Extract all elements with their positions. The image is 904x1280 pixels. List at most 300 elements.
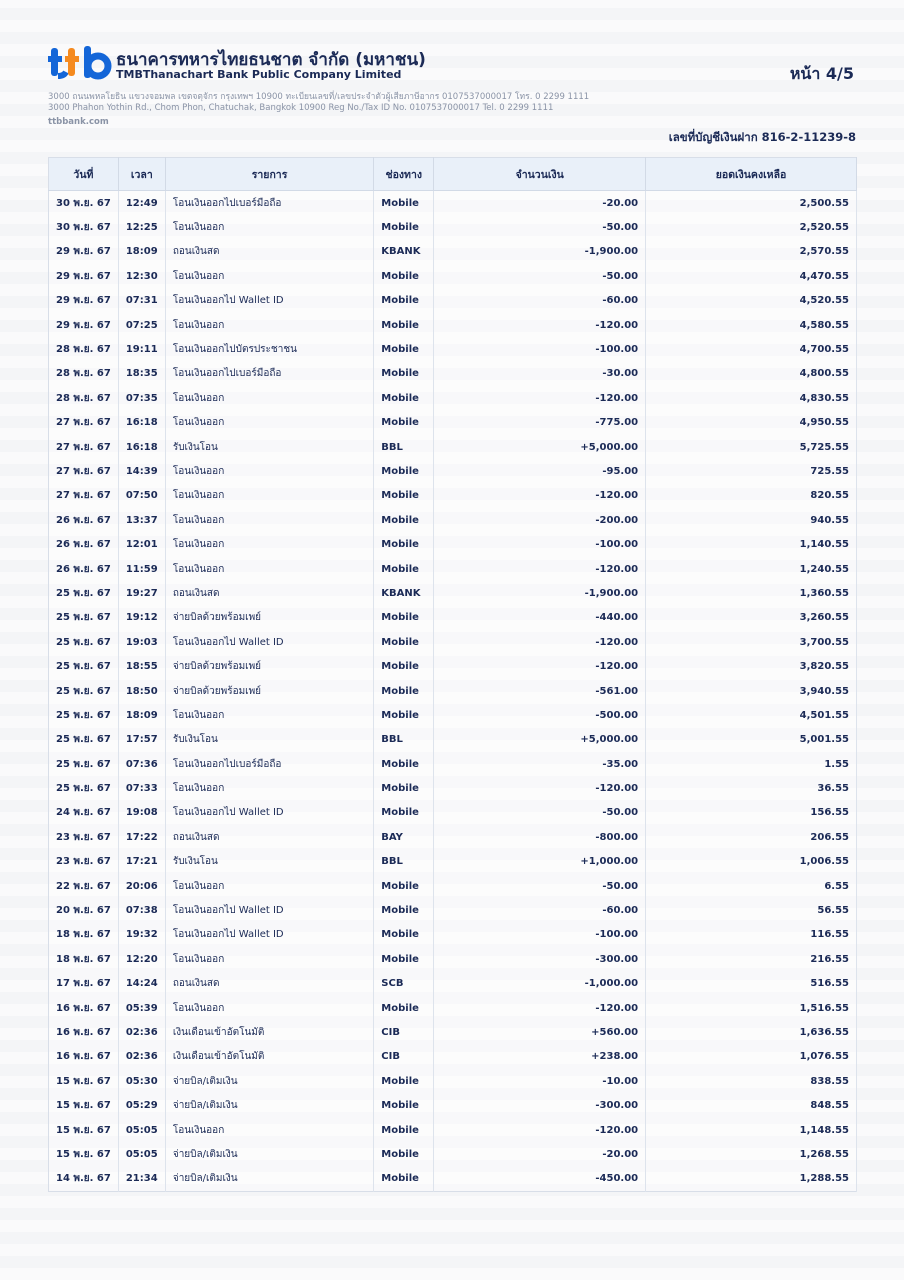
table-row	[49, 972, 857, 996]
cell-balance: 116.55	[646, 923, 857, 947]
cell-date: 17 พ.ย. 67	[49, 972, 119, 996]
cell-balance: 1.55	[646, 752, 857, 776]
ttb-logo	[48, 46, 112, 80]
cell-description: ถอนเงินสด	[165, 972, 373, 996]
cell-time: 02:36	[118, 1020, 165, 1044]
table-row	[49, 1142, 857, 1166]
cell-balance: 216.55	[646, 947, 857, 971]
cell-date: 27 พ.ย. 67	[49, 411, 119, 435]
cell-amount: -120.00	[434, 313, 646, 337]
table-row	[49, 874, 857, 898]
cell-time: 18:50	[118, 679, 165, 703]
cell-channel: Mobile	[374, 1142, 434, 1166]
cell-description: โอนเงินออก	[165, 264, 373, 288]
cell-balance: 838.55	[646, 1069, 857, 1093]
cell-channel: KBANK	[374, 581, 434, 605]
table-row	[49, 1118, 857, 1142]
cell-time: 07:35	[118, 386, 165, 410]
cell-date: 15 พ.ย. 67	[49, 1093, 119, 1117]
cell-date: 26 พ.ย. 67	[49, 557, 119, 581]
table-row	[49, 1167, 857, 1192]
cell-description: โอนเงินออกไป Wallet ID	[165, 630, 373, 654]
cell-date: 23 พ.ย. 67	[49, 825, 119, 849]
cell-date: 29 พ.ย. 67	[49, 313, 119, 337]
cell-time: 12:25	[118, 215, 165, 239]
cell-time: 19:32	[118, 923, 165, 947]
cell-channel: BBL	[374, 435, 434, 459]
cell-time: 17:22	[118, 825, 165, 849]
cell-description: โอนเงินออกไปเบอร์มือถือ	[165, 191, 373, 216]
cell-amount: -35.00	[434, 752, 646, 776]
cell-time: 19:08	[118, 801, 165, 825]
cell-description: เงินเดือนเข้าอัตโนมัติ	[165, 1020, 373, 1044]
table-row	[49, 484, 857, 508]
cell-time: 17:21	[118, 850, 165, 874]
cell-amount: -120.00	[434, 630, 646, 654]
cell-time: 02:36	[118, 1045, 165, 1069]
table-row	[49, 606, 857, 630]
cell-amount: -100.00	[434, 337, 646, 361]
cell-time: 07:36	[118, 752, 165, 776]
cell-channel: Mobile	[374, 386, 434, 410]
cell-date: 26 พ.ย. 67	[49, 532, 119, 556]
table-row	[49, 191, 857, 216]
cell-balance: 2,520.55	[646, 215, 857, 239]
cell-description: รับเงินโอน	[165, 435, 373, 459]
cell-balance: 1,006.55	[646, 850, 857, 874]
cell-date: 29 พ.ย. 67	[49, 264, 119, 288]
cell-balance: 4,800.55	[646, 362, 857, 386]
cell-description: โอนเงินออก	[165, 703, 373, 727]
table-row	[49, 630, 857, 654]
transaction-table	[48, 157, 857, 1192]
cell-date: 15 พ.ย. 67	[49, 1142, 119, 1166]
cell-time: 19:27	[118, 581, 165, 605]
column-header-date: วันที่	[49, 158, 119, 191]
table-row	[49, 1093, 857, 1117]
cell-amount: -120.00	[434, 996, 646, 1020]
cell-balance: 820.55	[646, 484, 857, 508]
cell-amount: -20.00	[434, 191, 646, 216]
cell-amount: -775.00	[434, 411, 646, 435]
cell-description: โอนเงินออก	[165, 215, 373, 239]
cell-description: โอนเงินออกไปเบอร์มือถือ	[165, 362, 373, 386]
cell-date: 29 พ.ย. 67	[49, 240, 119, 264]
cell-description: จ่ายบิล/เติมเงิน	[165, 1093, 373, 1117]
cell-balance: 4,501.55	[646, 703, 857, 727]
cell-time: 07:50	[118, 484, 165, 508]
cell-description: จ่ายบิลด้วยพร้อมเพย์	[165, 606, 373, 630]
cell-time: 18:55	[118, 654, 165, 678]
cell-balance: 516.55	[646, 972, 857, 996]
cell-amount: +1,000.00	[434, 850, 646, 874]
cell-description: โอนเงินออก	[165, 947, 373, 971]
table-row	[49, 996, 857, 1020]
cell-channel: Mobile	[374, 337, 434, 361]
cell-balance: 4,580.55	[646, 313, 857, 337]
cell-date: 18 พ.ย. 67	[49, 947, 119, 971]
cell-channel: Mobile	[374, 459, 434, 483]
cell-amount: +5,000.00	[434, 435, 646, 459]
cell-time: 20:06	[118, 874, 165, 898]
cell-time: 05:05	[118, 1142, 165, 1166]
cell-description: จ่ายบิล/เติมเงิน	[165, 1069, 373, 1093]
table-row	[49, 508, 857, 532]
table-row	[49, 581, 857, 605]
cell-date: 28 พ.ย. 67	[49, 337, 119, 361]
cell-balance: 3,820.55	[646, 654, 857, 678]
cell-amount: -1,900.00	[434, 240, 646, 264]
cell-description: โอนเงินออก	[165, 313, 373, 337]
bank-name-en: TMBThanachart Bank Public Company Limited	[116, 68, 402, 81]
column-header-channel: ช่องทาง	[374, 158, 434, 191]
table-row	[49, 532, 857, 556]
cell-channel: CIB	[374, 1020, 434, 1044]
cell-time: 14:24	[118, 972, 165, 996]
cell-date: 25 พ.ย. 67	[49, 679, 119, 703]
cell-channel: Mobile	[374, 654, 434, 678]
cell-date: 27 พ.ย. 67	[49, 435, 119, 459]
table-row	[49, 411, 857, 435]
cell-date: 25 พ.ย. 67	[49, 728, 119, 752]
cell-description: โอนเงินออก	[165, 508, 373, 532]
cell-time: 12:20	[118, 947, 165, 971]
address-en: 3000 Phahon Yothin Rd., Chom Phon, Chatuchak, Bangkok 10900 Reg No./Tax ID No. 0107537000017 Tel. 0 2299 1111	[48, 103, 554, 113]
table-row	[49, 825, 857, 849]
cell-time: 19:11	[118, 337, 165, 361]
column-header-amount: จำนวนเงิน	[434, 158, 646, 191]
cell-balance: 4,830.55	[646, 386, 857, 410]
cell-description: โอนเงินออกไปเบอร์มือถือ	[165, 752, 373, 776]
cell-description: จ่ายบิลด้วยพร้อมเพย์	[165, 654, 373, 678]
table-row	[49, 557, 857, 581]
cell-time: 12:01	[118, 532, 165, 556]
cell-amount: +238.00	[434, 1045, 646, 1069]
cell-description: โอนเงินออก	[165, 484, 373, 508]
cell-channel: Mobile	[374, 289, 434, 313]
cell-amount: -120.00	[434, 386, 646, 410]
cell-amount: -60.00	[434, 289, 646, 313]
table-row	[49, 947, 857, 971]
cell-time: 07:25	[118, 313, 165, 337]
table-row	[49, 289, 857, 313]
cell-description: โอนเงินออก	[165, 557, 373, 581]
cell-amount: -300.00	[434, 947, 646, 971]
cell-description: จ่ายบิล/เติมเงิน	[165, 1167, 373, 1192]
cell-balance: 3,940.55	[646, 679, 857, 703]
table-row	[49, 752, 857, 776]
cell-time: 18:09	[118, 703, 165, 727]
cell-time: 05:29	[118, 1093, 165, 1117]
cell-amount: -500.00	[434, 703, 646, 727]
cell-time: 05:39	[118, 996, 165, 1020]
cell-channel: Mobile	[374, 679, 434, 703]
cell-channel: Mobile	[374, 557, 434, 581]
column-header-balance: ยอดเงินคงเหลือ	[646, 158, 857, 191]
cell-time: 16:18	[118, 411, 165, 435]
cell-channel: Mobile	[374, 776, 434, 800]
cell-amount: -50.00	[434, 874, 646, 898]
cell-description: โอนเงินออก	[165, 411, 373, 435]
cell-balance: 2,500.55	[646, 191, 857, 216]
cell-amount: -120.00	[434, 484, 646, 508]
cell-date: 30 พ.ย. 67	[49, 191, 119, 216]
cell-description: โอนเงินออก	[165, 776, 373, 800]
cell-amount: -450.00	[434, 1167, 646, 1192]
cell-description: จ่ายบิล/เติมเงิน	[165, 1142, 373, 1166]
cell-amount: -50.00	[434, 215, 646, 239]
cell-description: โอนเงินออก	[165, 459, 373, 483]
cell-date: 18 พ.ย. 67	[49, 923, 119, 947]
cell-date: 27 พ.ย. 67	[49, 459, 119, 483]
cell-balance: 3,700.55	[646, 630, 857, 654]
table-row	[49, 435, 857, 459]
cell-channel: Mobile	[374, 752, 434, 776]
table-row	[49, 776, 857, 800]
cell-description: โอนเงินออก	[165, 1118, 373, 1142]
table-row	[49, 337, 857, 361]
cell-time: 07:33	[118, 776, 165, 800]
column-header-time: เวลา	[118, 158, 165, 191]
cell-channel: Mobile	[374, 923, 434, 947]
cell-amount: -95.00	[434, 459, 646, 483]
cell-date: 30 พ.ย. 67	[49, 215, 119, 239]
cell-channel: Mobile	[374, 703, 434, 727]
table-row	[49, 459, 857, 483]
table-row	[49, 850, 857, 874]
website: ttbbank.com	[48, 117, 109, 127]
table-row	[49, 1045, 857, 1069]
table-row	[49, 898, 857, 922]
cell-date: 28 พ.ย. 67	[49, 386, 119, 410]
cell-channel: Mobile	[374, 191, 434, 216]
cell-description: โอนเงินออก	[165, 996, 373, 1020]
cell-time: 14:39	[118, 459, 165, 483]
cell-description: โอนเงินออกไป Wallet ID	[165, 898, 373, 922]
cell-channel: Mobile	[374, 362, 434, 386]
table-row	[49, 264, 857, 288]
cell-balance: 1,240.55	[646, 557, 857, 581]
account-number: เลขที่บัญชีเงินฝาก 816-2-11239-8	[668, 130, 856, 144]
cell-description: ถอนเงินสด	[165, 825, 373, 849]
cell-date: 29 พ.ย. 67	[49, 289, 119, 313]
cell-time: 18:09	[118, 240, 165, 264]
cell-channel: Mobile	[374, 264, 434, 288]
cell-description: โอนเงินออกไป Wallet ID	[165, 801, 373, 825]
cell-time: 13:37	[118, 508, 165, 532]
table-row	[49, 703, 857, 727]
cell-amount: -50.00	[434, 264, 646, 288]
cell-description: โอนเงินออก	[165, 532, 373, 556]
cell-channel: Mobile	[374, 996, 434, 1020]
cell-channel: Mobile	[374, 874, 434, 898]
cell-date: 25 พ.ย. 67	[49, 776, 119, 800]
table-row	[49, 923, 857, 947]
cell-balance: 1,076.55	[646, 1045, 857, 1069]
cell-amount: -100.00	[434, 923, 646, 947]
cell-amount: -561.00	[434, 679, 646, 703]
cell-amount: -1,900.00	[434, 581, 646, 605]
cell-amount: -60.00	[434, 898, 646, 922]
cell-balance: 1,268.55	[646, 1142, 857, 1166]
table-row	[49, 215, 857, 239]
cell-time: 05:05	[118, 1118, 165, 1142]
cell-balance: 1,288.55	[646, 1167, 857, 1192]
cell-balance: 1,148.55	[646, 1118, 857, 1142]
cell-date: 16 พ.ย. 67	[49, 1020, 119, 1044]
cell-description: ถอนเงินสด	[165, 240, 373, 264]
cell-description: โอนเงินออกไป Wallet ID	[165, 923, 373, 947]
cell-time: 21:34	[118, 1167, 165, 1192]
cell-date: 22 พ.ย. 67	[49, 874, 119, 898]
cell-channel: CIB	[374, 1045, 434, 1069]
table-row	[49, 386, 857, 410]
cell-channel: Mobile	[374, 801, 434, 825]
cell-amount: +5,000.00	[434, 728, 646, 752]
cell-balance: 36.55	[646, 776, 857, 800]
cell-time: 17:57	[118, 728, 165, 752]
cell-date: 27 พ.ย. 67	[49, 484, 119, 508]
cell-channel: Mobile	[374, 532, 434, 556]
cell-amount: -300.00	[434, 1093, 646, 1117]
table-row	[49, 362, 857, 386]
cell-date: 28 พ.ย. 67	[49, 362, 119, 386]
cell-date: 16 พ.ย. 67	[49, 996, 119, 1020]
cell-balance: 5,001.55	[646, 728, 857, 752]
cell-amount: -120.00	[434, 1118, 646, 1142]
cell-date: 23 พ.ย. 67	[49, 850, 119, 874]
table-row	[49, 1069, 857, 1093]
table-row	[49, 1020, 857, 1044]
cell-time: 07:38	[118, 898, 165, 922]
cell-channel: Mobile	[374, 508, 434, 532]
cell-date: 15 พ.ย. 67	[49, 1069, 119, 1093]
page-number: หน้า 4/5	[789, 64, 854, 83]
cell-time: 05:30	[118, 1069, 165, 1093]
cell-channel: BBL	[374, 728, 434, 752]
cell-balance: 1,140.55	[646, 532, 857, 556]
table-row	[49, 801, 857, 825]
cell-description: รับเงินโอน	[165, 728, 373, 752]
table-header	[49, 158, 857, 191]
cell-description: โอนเงินออกไป Wallet ID	[165, 289, 373, 313]
cell-date: 25 พ.ย. 67	[49, 606, 119, 630]
cell-date: 25 พ.ย. 67	[49, 581, 119, 605]
cell-balance: 1,360.55	[646, 581, 857, 605]
cell-amount: -20.00	[434, 1142, 646, 1166]
cell-date: 14 พ.ย. 67	[49, 1167, 119, 1192]
cell-amount: -50.00	[434, 801, 646, 825]
cell-balance: 4,950.55	[646, 411, 857, 435]
cell-date: 25 พ.ย. 67	[49, 752, 119, 776]
cell-channel: BAY	[374, 825, 434, 849]
cell-channel: Mobile	[374, 215, 434, 239]
cell-description: รับเงินโอน	[165, 850, 373, 874]
cell-channel: Mobile	[374, 313, 434, 337]
cell-balance: 940.55	[646, 508, 857, 532]
cell-channel: BBL	[374, 850, 434, 874]
cell-channel: Mobile	[374, 484, 434, 508]
cell-time: 19:03	[118, 630, 165, 654]
cell-channel: Mobile	[374, 947, 434, 971]
cell-amount: -120.00	[434, 654, 646, 678]
cell-channel: Mobile	[374, 1069, 434, 1093]
cell-amount: -100.00	[434, 532, 646, 556]
cell-balance: 4,470.55	[646, 264, 857, 288]
cell-date: 24 พ.ย. 67	[49, 801, 119, 825]
cell-date: 26 พ.ย. 67	[49, 508, 119, 532]
cell-channel: SCB	[374, 972, 434, 996]
bank-name-th: ธนาคารทหารไทยธนชาต จำกัด (มหาชน)	[116, 50, 426, 70]
cell-description: จ่ายบิลด้วยพร้อมเพย์	[165, 679, 373, 703]
cell-description: โอนเงินออกไปบัตรประชาชน	[165, 337, 373, 361]
cell-date: 25 พ.ย. 67	[49, 654, 119, 678]
cell-date: 25 พ.ย. 67	[49, 630, 119, 654]
table-row	[49, 728, 857, 752]
address-th: 3000 ถนนพหลโยธิน แขวงจอมพล เขตจตุจักร กรุงเทพฯ 10900 ทะเบียนเลขที่/เลขประจำตัวผู้เสียภาษีอากร 0107537000017 โทร. 0 2299 1111	[48, 92, 590, 102]
cell-time: 12:49	[118, 191, 165, 216]
cell-balance: 156.55	[646, 801, 857, 825]
table-row	[49, 313, 857, 337]
cell-amount: -440.00	[434, 606, 646, 630]
cell-balance: 6.55	[646, 874, 857, 898]
cell-channel: Mobile	[374, 898, 434, 922]
cell-amount: -120.00	[434, 557, 646, 581]
cell-channel: Mobile	[374, 1093, 434, 1117]
column-header-description: รายการ	[165, 158, 373, 191]
cell-channel: Mobile	[374, 1118, 434, 1142]
table-row	[49, 654, 857, 678]
cell-balance: 2,570.55	[646, 240, 857, 264]
cell-amount: -30.00	[434, 362, 646, 386]
cell-balance: 848.55	[646, 1093, 857, 1117]
cell-time: 18:35	[118, 362, 165, 386]
cell-time: 11:59	[118, 557, 165, 581]
cell-balance: 206.55	[646, 825, 857, 849]
cell-balance: 4,520.55	[646, 289, 857, 313]
cell-description: โอนเงินออก	[165, 386, 373, 410]
cell-date: 25 พ.ย. 67	[49, 703, 119, 727]
cell-balance: 1,636.55	[646, 1020, 857, 1044]
cell-time: 16:18	[118, 435, 165, 459]
cell-amount: -120.00	[434, 776, 646, 800]
cell-channel: Mobile	[374, 606, 434, 630]
cell-channel: Mobile	[374, 1167, 434, 1192]
cell-balance: 725.55	[646, 459, 857, 483]
cell-balance: 5,725.55	[646, 435, 857, 459]
cell-date: 16 พ.ย. 67	[49, 1045, 119, 1069]
cell-description: เงินเดือนเข้าอัตโนมัติ	[165, 1045, 373, 1069]
cell-description: โอนเงินออก	[165, 874, 373, 898]
cell-amount: -1,000.00	[434, 972, 646, 996]
table-row	[49, 240, 857, 264]
cell-date: 20 พ.ย. 67	[49, 898, 119, 922]
cell-balance: 4,700.55	[646, 337, 857, 361]
cell-time: 19:12	[118, 606, 165, 630]
table-row	[49, 679, 857, 703]
cell-channel: Mobile	[374, 630, 434, 654]
cell-amount: -200.00	[434, 508, 646, 532]
cell-amount: +560.00	[434, 1020, 646, 1044]
cell-balance: 1,516.55	[646, 996, 857, 1020]
cell-amount: -800.00	[434, 825, 646, 849]
cell-amount: -10.00	[434, 1069, 646, 1093]
cell-channel: KBANK	[374, 240, 434, 264]
cell-time: 07:31	[118, 289, 165, 313]
cell-description: ถอนเงินสด	[165, 581, 373, 605]
cell-balance: 56.55	[646, 898, 857, 922]
cell-balance: 3,260.55	[646, 606, 857, 630]
